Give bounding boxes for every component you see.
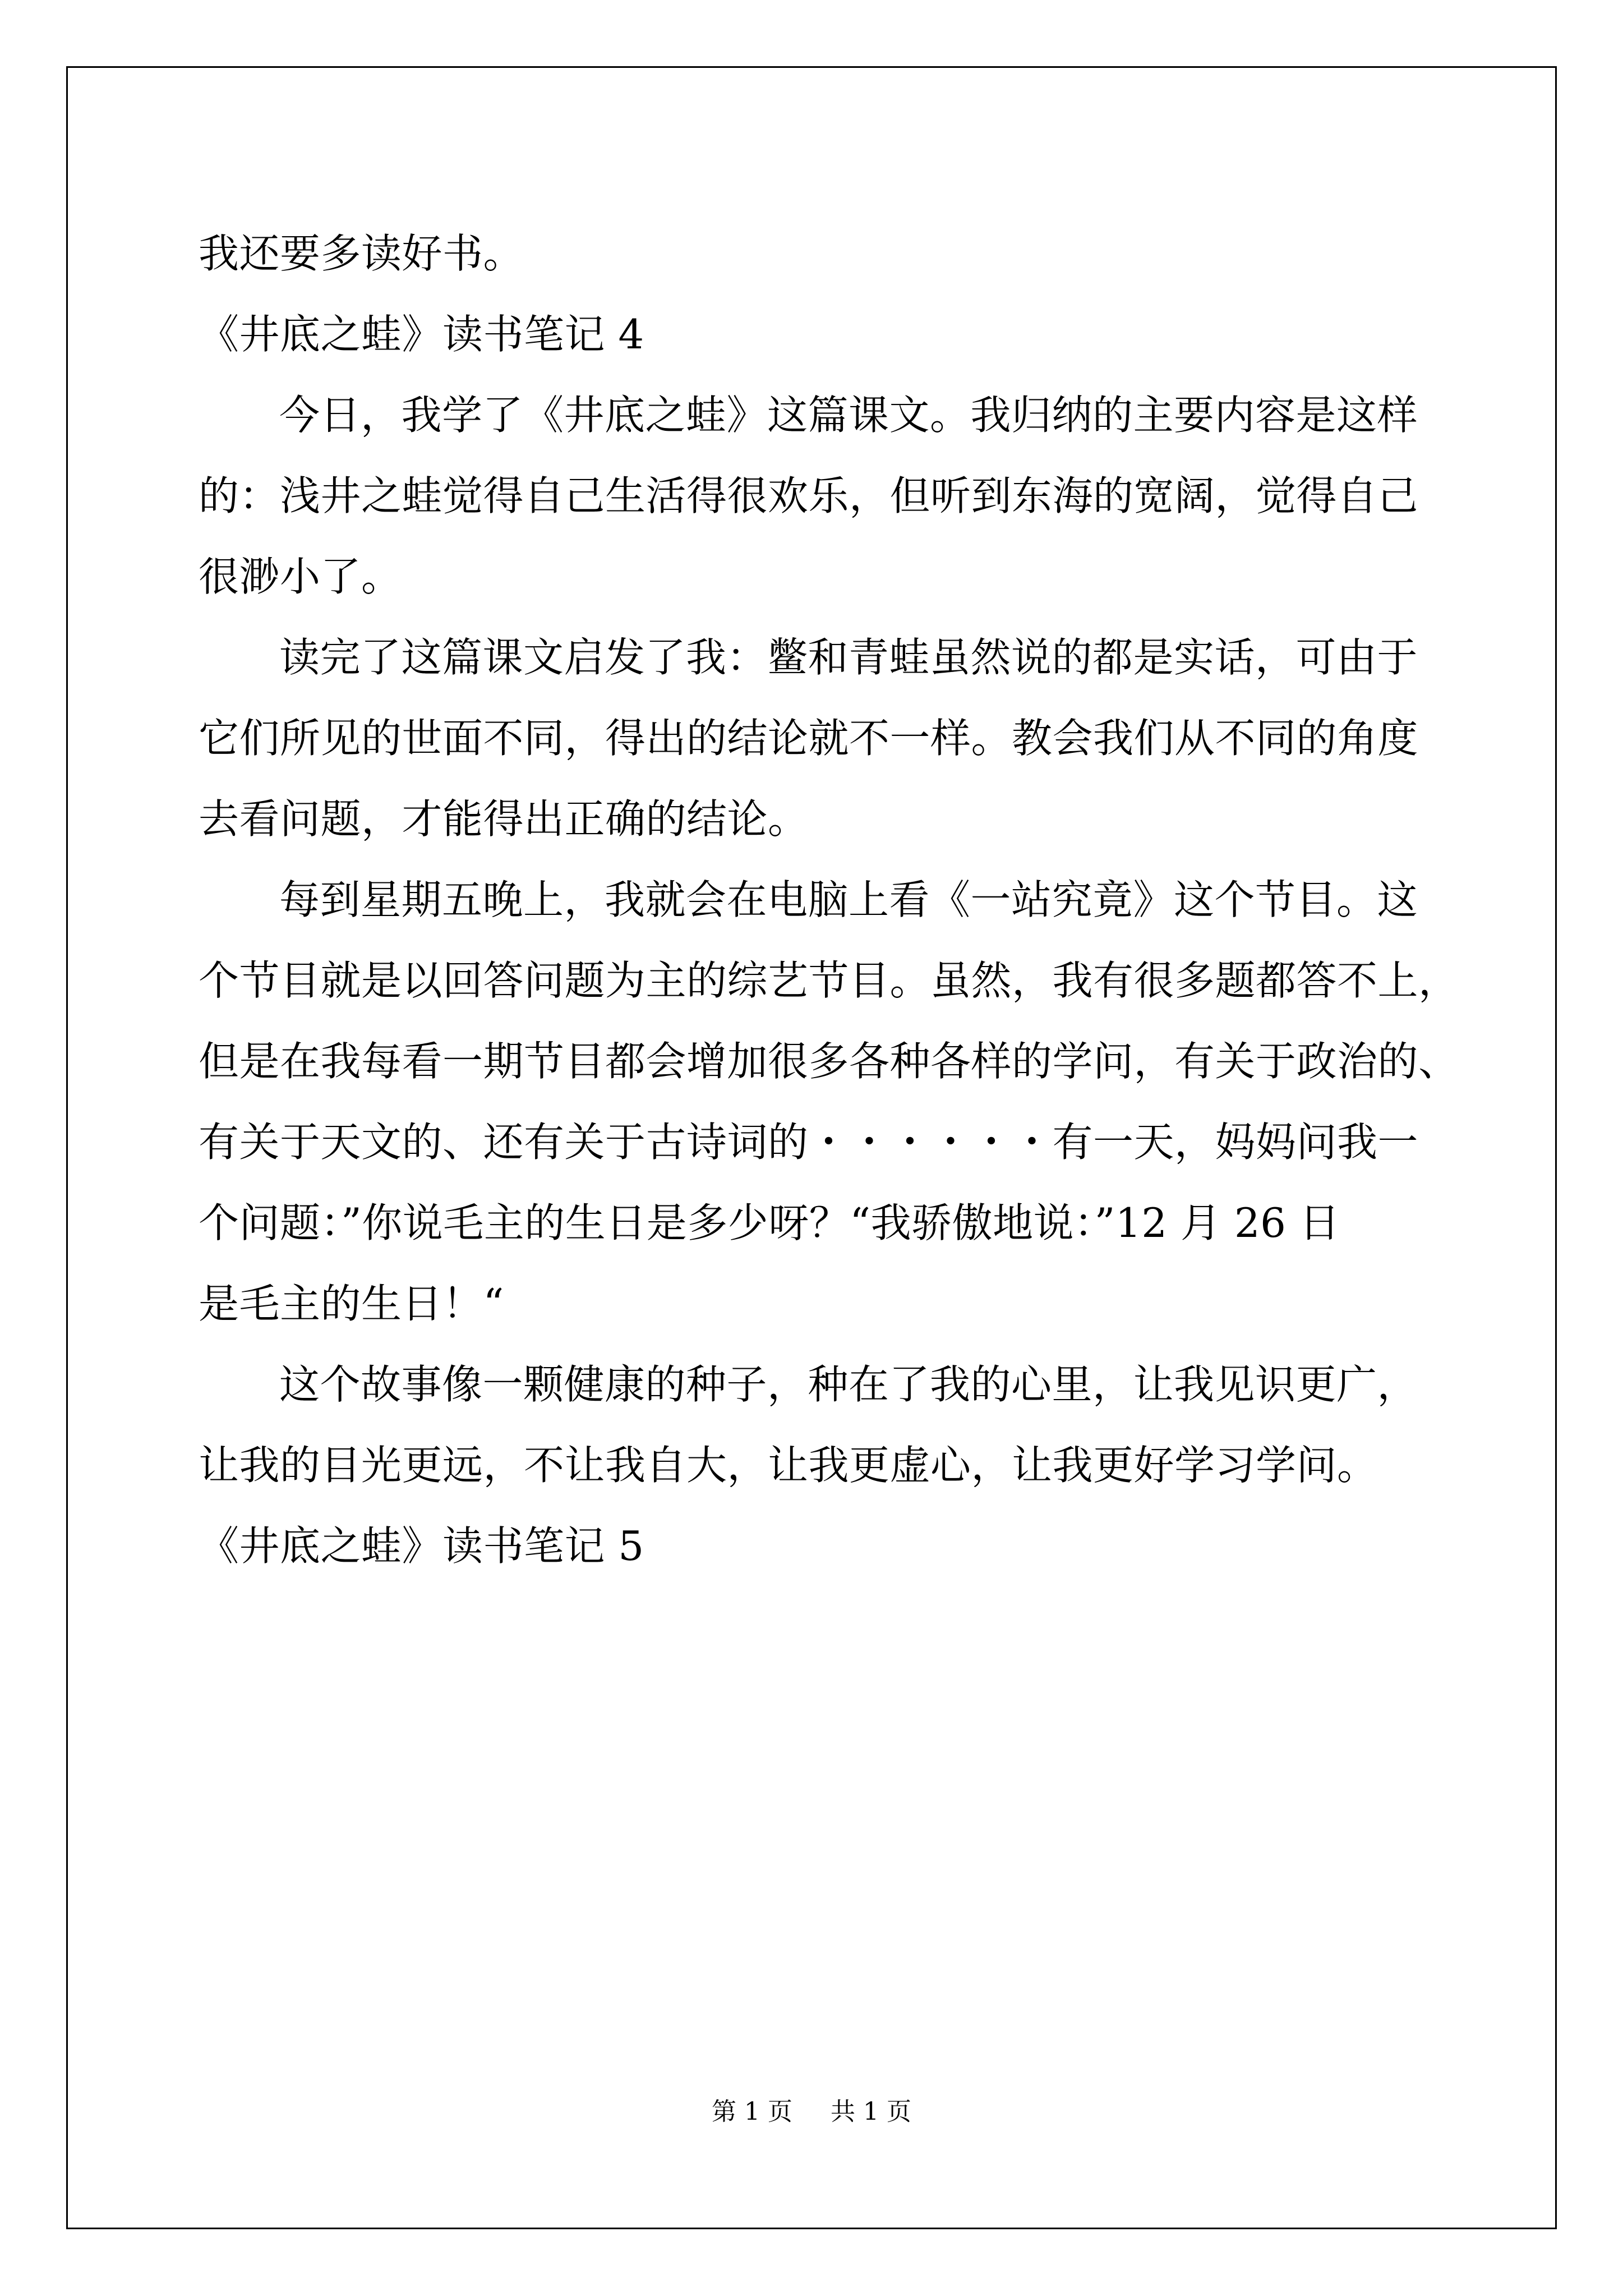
document-body (199, 213, 1460, 1586)
text-line: 我还要多读好书。 (199, 230, 524, 277)
text-line: 让我的目光更远，不让我自大，让我更虚心，让我更好学习学问。 (199, 1442, 1378, 1489)
paragraph-start: 今日，我学了《井底之蛙》这篇课文。我归纳的主要内容是这样 (279, 392, 1418, 439)
paragraph-start: 每到星期五晚上，我就会在电脑上看《一站究竟》这个节目。这 (279, 876, 1418, 923)
section-heading: 《井底之蛙》读书笔记 5 (199, 1522, 644, 1570)
text-line: 但是在我每看一期节目都会增加很多各种各样的学问，有关于政治的、 (199, 1038, 1459, 1085)
section-heading: 《井底之蛙》读书笔记 4 (199, 311, 644, 358)
text-line: 个问题：”你说毛主的生日是多少呀？“我骄傲地说：”12 月 26 日 (199, 1199, 1340, 1246)
page-total: 共 1 页 (831, 2097, 911, 2126)
text-line: 有关于天文的、还有关于古诗词的・・・・・・有一天，妈妈问我一 (199, 1119, 1419, 1166)
page-footer (0, 2095, 1623, 2129)
paragraph-start: 读完了这篇课文启发了我：鳖和青蛙虽然说的都是实话，可由于 (279, 634, 1418, 681)
text-line: 的：浅井之蛙觉得自己生活得很欢乐，但听到东海的宽阔，觉得自己 (199, 472, 1419, 519)
paragraph-start: 这个故事像一颗健康的种子，种在了我的心里，让我见识更广， (279, 1361, 1418, 1408)
text-line: 去看问题，才能得出正确的结论。 (199, 795, 809, 843)
page-number: 第 1 页 (712, 2097, 792, 2126)
text-line: 它们所见的世面不同，得出的结论就不一样。教会我们从不同的角度 (199, 715, 1419, 762)
text-line: 很渺小了。 (199, 553, 402, 600)
text-line: 个节目就是以回答问题为主的综艺节目。虽然，我有很多题都答不上， (199, 957, 1459, 1004)
text-line: 是毛主的生日！“ (199, 1280, 504, 1327)
